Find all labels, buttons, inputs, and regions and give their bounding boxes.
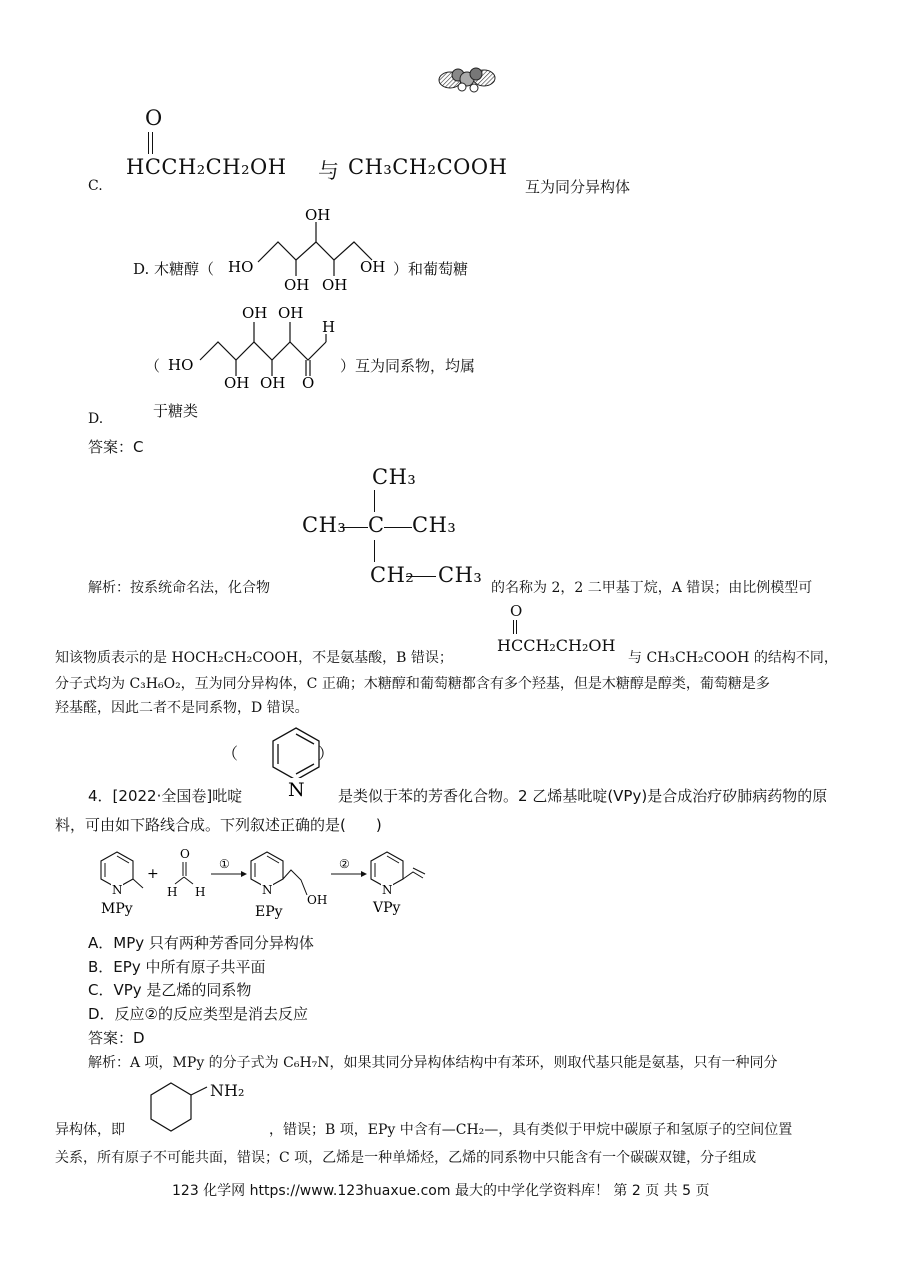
aniline-structure xyxy=(145,1075,215,1135)
xylitol-oh-b1: OH xyxy=(284,276,310,294)
struct-top-ch3: CH₃ xyxy=(372,465,417,489)
analysis-2-line2-a: 异构体，即 xyxy=(55,1122,125,1138)
epy-label: EPy xyxy=(255,904,283,920)
analysis-2-line2-b: ，错误；B 项，EPy 中含有—CH₂—，具有类似于甲烷中碳原子和氢原子的空间位置 xyxy=(269,1122,793,1138)
option-d-letter: D. xyxy=(88,411,104,427)
plus-sign: + xyxy=(147,866,159,882)
option-c-formula-right: CH₃CH₂COOH xyxy=(348,155,508,179)
option-c-connector: 与 xyxy=(318,159,340,183)
struct-bottom-ch3: CH₃ xyxy=(438,563,483,587)
option-d-prefix: D. 木糖醇（ xyxy=(133,260,215,278)
q4-stem-b: 是类似于苯的芳香化合物。2 乙烯基吡啶(VPy)是合成治疗矽肺病药物的原 xyxy=(338,787,828,805)
struct-bond-up xyxy=(374,490,375,512)
glucose-oh-b1: OH xyxy=(224,374,250,392)
ald-o: O xyxy=(180,847,190,861)
option-c-carbonyl-o: O xyxy=(145,106,163,130)
struct-bottom-ch2: CH₂ xyxy=(370,563,415,587)
glucose-oh-t2: OH xyxy=(278,304,304,322)
pyridine-ring-icon xyxy=(266,722,326,802)
q4-stem-a: 4．[2022·全国卷]吡啶 xyxy=(88,787,243,805)
glucose-h: H xyxy=(322,318,336,336)
reaction-scheme xyxy=(95,840,455,922)
analysis-2-line1: 解析：A 项，MPy 的分子式为 C₆H₇N，如果其同分异构体结构中有苯环，则取代基只能是氨基，只有一种同分 xyxy=(88,1055,778,1071)
analysis-1-inline-o: O xyxy=(510,602,523,620)
struct-left-ch3: CH₃ xyxy=(302,513,347,537)
analysis-1-line3: 分子式均为 C₃H₆O₂，互为同分异构体，C 正确；木糖醇和葡萄糖都含有多个羟基，但是木糖醇是醇类，葡萄糖是多 xyxy=(55,676,770,692)
glucose-ho-left: HO xyxy=(168,356,194,374)
mpy-n: N xyxy=(112,883,123,897)
mpy-label: MPy xyxy=(101,901,133,917)
step-1-label: ① xyxy=(219,857,230,871)
analysis-1-line1-b: 的名称为 2，2 二甲基丁烷，A 错误；由比例模型可 xyxy=(491,580,813,596)
xylitol-oh-right: OH xyxy=(360,258,386,276)
vpy-n: N xyxy=(382,883,393,897)
struct-right-ch3: CH₃ xyxy=(412,513,457,537)
step-2-label: ② xyxy=(339,857,350,871)
xylitol-ho-left: HO xyxy=(228,258,254,276)
pyridine-n: N xyxy=(288,779,305,801)
xylitol-oh-b2: OH xyxy=(322,276,348,294)
option-d-suffix2: ）互为同系物，均属 xyxy=(340,357,476,375)
struct-bond-right xyxy=(384,527,412,528)
q4-option-d: D．反应②的反应类型是消去反应 xyxy=(88,1005,308,1023)
molecule-logo-icon xyxy=(436,62,498,96)
xylitol-oh-top: OH xyxy=(305,206,331,224)
pyridine-close-paren: ） xyxy=(318,744,335,763)
epy-oh: OH xyxy=(307,893,328,907)
analysis-1-line1-a: 解析：按系统命名法，化合物 xyxy=(88,580,270,596)
pyridine-open-paren: （ xyxy=(222,744,239,763)
option-c-carbonyl-bond xyxy=(148,132,153,154)
q4-answer: 答案：D xyxy=(88,1029,145,1047)
glucose-o: O xyxy=(302,374,315,392)
q4-option-b: B．EPy 中所有原子共平面 xyxy=(88,958,266,976)
analysis-1-line2-b: 与 CH₃CH₂COOH 的结构不同， xyxy=(628,650,838,666)
q4-option-c: C．VPy 是乙烯的同系物 xyxy=(88,981,252,999)
struct-bond-down xyxy=(374,540,375,562)
answer-1: 答案：C xyxy=(88,438,144,456)
q4-stem-c: 料，可由如下路线合成。下列叙述正确的是( ) xyxy=(55,816,382,834)
ald-h1: H xyxy=(167,885,178,899)
option-d-open-paren: （ xyxy=(145,357,161,375)
glucose-oh-b2: OH xyxy=(260,374,286,392)
analysis-2-line3: 关系，所有原子不可能共面，错误；C 项，乙烯是一种单烯烃，乙烯的同系物中只能含有一个碳碳双键，分子组成 xyxy=(55,1150,757,1166)
option-d-suffix1: ）和葡萄糖 xyxy=(393,260,469,278)
analysis-1-line4: 羟基醛，因此二者不是同系物，D 错误。 xyxy=(55,700,309,716)
xylitol-structure xyxy=(220,200,410,295)
glucose-oh-t1: OH xyxy=(242,304,268,322)
struct-center-c: C xyxy=(368,513,385,537)
ald-h2: H xyxy=(195,885,206,899)
vpy-label: VPy xyxy=(373,900,401,916)
glucose-structure xyxy=(160,298,360,393)
struct-bond-left xyxy=(340,527,368,528)
option-c-formula-left: HCCH₂CH₂OH xyxy=(126,155,287,179)
struct-bond-bottom xyxy=(406,576,436,577)
aniline-nh2: NH₂ xyxy=(210,1081,245,1100)
analysis-1-line2-a: 知该物质表示的是 HOCH₂CH₂COOH，不是氨基酸，B 错误； xyxy=(55,650,453,666)
analysis-1-inline-bond xyxy=(513,620,517,634)
option-d-suffix3: 于糖类 xyxy=(153,402,199,420)
analysis-1-inline-formula: HCCH₂CH₂OH xyxy=(497,636,616,655)
epy-n: N xyxy=(262,883,273,897)
option-c-tail: 互为同分异构体 xyxy=(525,178,631,196)
option-c-letter: C. xyxy=(88,178,103,194)
page-footer: 123 化学网 https://www.123huaxue.com 最大的中学化学资料库！ 第 2 页 共 5 页 xyxy=(172,1183,710,1199)
q4-option-a: A．MPy 只有两种芳香同分异构体 xyxy=(88,934,314,952)
